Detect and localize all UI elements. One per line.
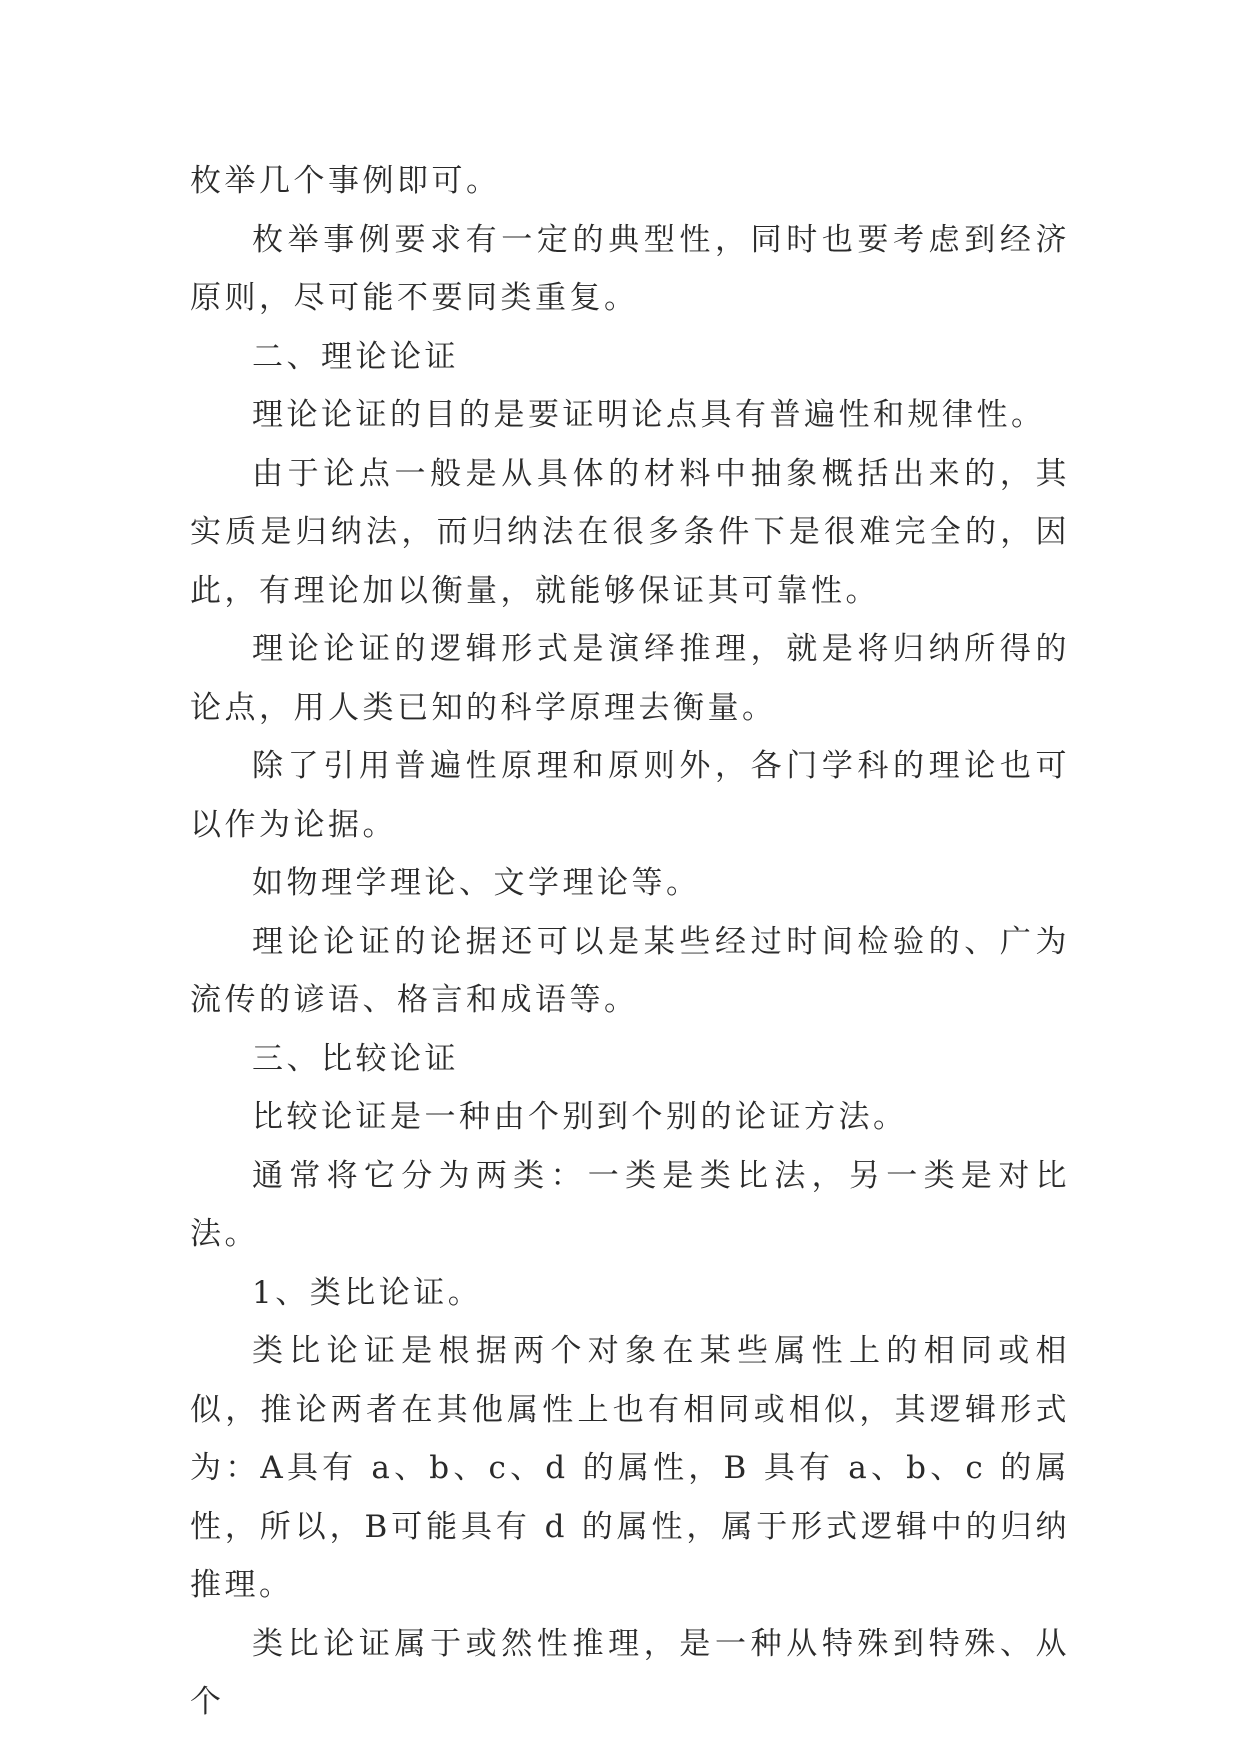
paragraph: 比较论证是一种由个别到个别的论证方法。 bbox=[252, 1099, 908, 1135]
paragraph: 除了引用普遍性原理和原则外，各门学科的理论也可以作为论据。 bbox=[190, 748, 1070, 843]
paragraph: 理论论证的目的是要证明论点具有普遍性和规律性。 bbox=[252, 397, 1046, 433]
subsection-heading-analogy: 1、类比论证。 bbox=[252, 1274, 483, 1311]
paragraph: 由于论点一般是从具体的材料中抽象概括出来的，其实质是归纳法，而归纳法在很多条件下是很难完全的，因此，有理论加以衡量，就能够保证其可靠性。 bbox=[190, 455, 1070, 609]
paragraph: 理论论证的逻辑形式是演绎推理，就是将归纳所得的论点，用人类已知的科学原理去衡量。 bbox=[190, 631, 1070, 726]
paragraph: 类比论证是根据两个对象在某些属性上的相同或相似，推论两者在其他属性上也有相同或相似，其逻辑形式为：A具有 a、b、c、d 的属性，B 具有 a、b、c 的属性，所以，B可能具有 d 的属性，属于形式逻辑中的归纳推理。 bbox=[190, 1333, 1070, 1603]
document-body bbox=[190, 152, 1070, 1732]
paragraph: 理论论证的论据还可以是某些经过时间检验的、广为流传的谚语、格言和成语等。 bbox=[190, 923, 1070, 1018]
paragraph: 枚举几个事例即可。 bbox=[190, 163, 501, 199]
paragraph: 如物理学理论、文学理论等。 bbox=[252, 865, 701, 901]
section-heading-theory: 二、理论论证 bbox=[252, 338, 459, 375]
paragraph: 类比论证属于或然性推理，是一种从特殊到特殊、从个 bbox=[190, 1625, 1070, 1720]
section-heading-comparison: 三、比较论证 bbox=[252, 1040, 459, 1077]
paragraph: 枚举事例要求有一定的典型性，同时也要考虑到经济原则，尽可能不要同类重复。 bbox=[190, 221, 1070, 316]
paragraph: 通常将它分为两类：一类是类比法，另一类是对比法。 bbox=[190, 1157, 1070, 1252]
